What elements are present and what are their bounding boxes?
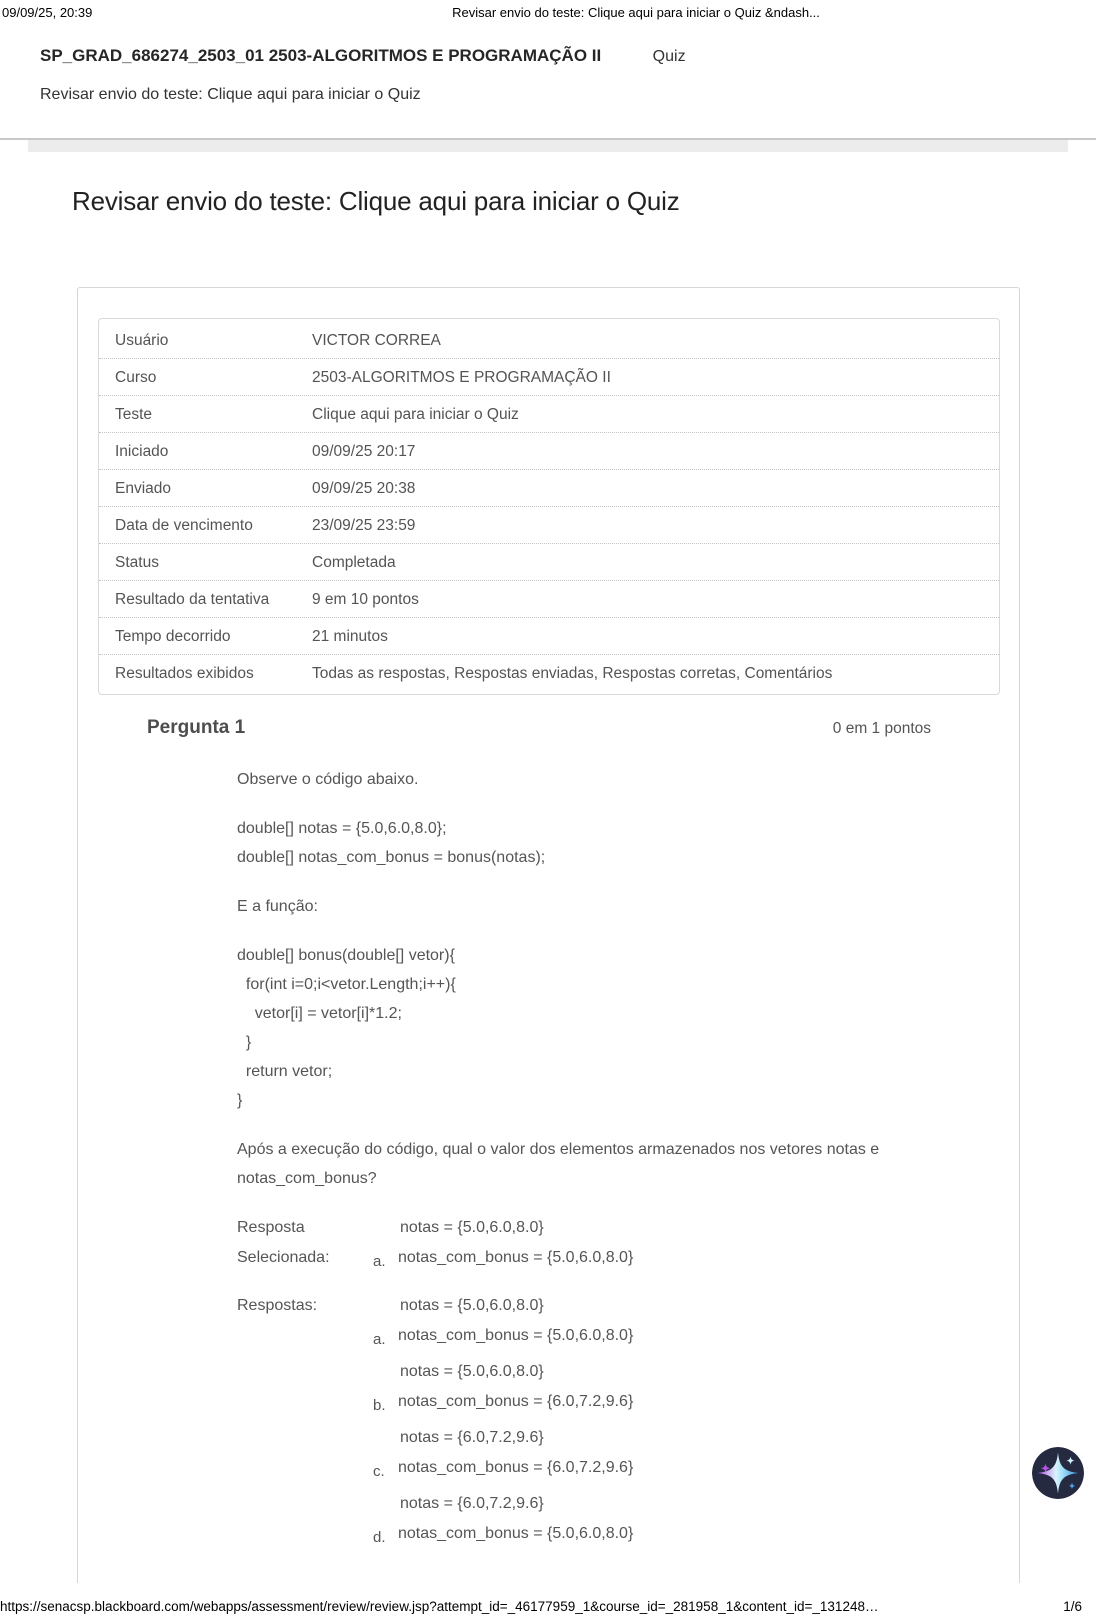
print-header-doc-title: Revisar envio do teste: Clique aqui para iniciar o Quiz &ndash... [452, 5, 820, 20]
code-line: return vetor; [237, 1063, 333, 1080]
selected-answer-label [237, 1213, 342, 1279]
answer-option [342, 1489, 963, 1549]
code-line: double[] bonus(double[] vetor){ [237, 947, 455, 964]
option-text-line1: notas = {5.0,6.0,8.0} [400, 1297, 544, 1314]
attempt-summary-table [98, 318, 1000, 695]
question-body [237, 765, 963, 1555]
option-text-line2: notas_com_bonus = {5.0,6.0,8.0} [398, 1249, 634, 1266]
option-text-line2: notas_com_bonus = {6.0,7.2,9.6} [398, 1459, 634, 1476]
summary-row-value: 2503-ALGORITMOS E PROGRAMAÇÃO II [312, 368, 611, 386]
course-title: SP_GRAD_686274_2503_01 2503-ALGORITMOS E PROGRAMAÇÃO II [40, 46, 602, 65]
summary-row-value: 09/09/25 20:17 [312, 442, 416, 460]
answer-option [342, 1357, 963, 1417]
summary-row-label: Status [115, 553, 159, 571]
summary-row-label: Teste [115, 405, 153, 423]
option-letter: b. [373, 1397, 386, 1414]
summary-row [99, 544, 999, 581]
summary-row [99, 618, 999, 655]
answers-area [237, 1213, 963, 1555]
code-line: } [237, 1092, 243, 1109]
header-divider-band [28, 140, 1068, 152]
summary-row-label: Curso [115, 368, 157, 386]
summary-row-value: 9 em 10 pontos [312, 590, 419, 608]
context-label-quiz: Quiz [652, 48, 686, 65]
question-title: Pergunta 1 [147, 717, 246, 738]
sparkle-icon [1032, 1447, 1084, 1499]
summary-row-value: 23/09/25 23:59 [312, 516, 416, 534]
question-prompt: Após a execução do código, qual o valor dos elementos armazenados nos vetores notas e notas_com_bonus? [237, 1141, 880, 1187]
summary-row-label: Usuário [115, 331, 169, 349]
question-points: 0 em 1 pontos [832, 720, 931, 737]
print-footer-page-indicator: 1/6 [1063, 1599, 1082, 1614]
answer-option [342, 1423, 963, 1483]
option-text-line1: notas = {5.0,6.0,8.0} [400, 1363, 544, 1380]
option-text-line1: notas = {5.0,6.0,8.0} [400, 1219, 544, 1236]
summary-row-value: 21 minutos [312, 627, 388, 645]
summary-row-value: Todas as respostas, Respostas enviadas, Respostas corretas, Comentários [312, 664, 833, 682]
summary-row-value: Clique aqui para iniciar o Quiz [312, 405, 519, 423]
summary-row-label: Data de vencimento [115, 516, 253, 534]
code-line: vetor[i] = vetor[i]*1.2; [237, 1005, 402, 1022]
summary-row-value: 09/09/25 20:38 [312, 479, 416, 497]
option-text-line2: notas_com_bonus = {5.0,6.0,8.0} [398, 1327, 634, 1344]
answer-option [342, 1291, 963, 1351]
summary-row-label: Enviado [115, 479, 172, 497]
summary-row-label: Resultados exibidos [115, 664, 254, 682]
review-card [77, 287, 1020, 1583]
question-middle-text: E a função: [237, 898, 318, 915]
course-header [40, 46, 686, 66]
summary-row [99, 655, 999, 691]
answer-option [342, 1213, 963, 1273]
summary-row-value: Completada [312, 553, 396, 571]
summary-row [99, 507, 999, 544]
selected-answer-label-line1: Resposta [237, 1219, 305, 1236]
answer-options-list [342, 1291, 963, 1555]
question-header [78, 717, 1019, 739]
summary-row [99, 396, 999, 433]
code-line: double[] notas = {5.0,6.0,8.0}; [237, 820, 447, 837]
summary-row [99, 470, 999, 507]
summary-row [99, 433, 999, 470]
option-text-line2: notas_com_bonus = {5.0,6.0,8.0} [398, 1525, 634, 1542]
option-letter: a. [373, 1331, 386, 1348]
summary-row-label: Tempo decorrido [115, 627, 231, 645]
option-letter: d. [373, 1529, 386, 1546]
summary-row [99, 322, 999, 359]
print-footer-url: https://senacsp.blackboard.com/webapps/assessment/review/review.jsp?attempt_id=_46177959_1&course_id=_281958_1&content_id=_131248… [0, 1599, 879, 1614]
summary-row-value: VICTOR CORREA [312, 331, 441, 349]
summary-row-label: Iniciado [115, 442, 169, 460]
selected-answer-label-line2: Selecionada: [237, 1249, 330, 1266]
question-intro: Observe o código abaixo. [237, 771, 419, 788]
code-line: for(int i=0;i<vetor.Length;i++){ [237, 976, 456, 993]
all-answers-label: Respostas: [237, 1297, 318, 1314]
option-letter: a. [373, 1253, 386, 1270]
selected-answer [342, 1213, 963, 1279]
option-text-line2: notas_com_bonus = {6.0,7.2,9.6} [398, 1393, 634, 1410]
page-title: Revisar envio do teste: Clique aqui para iniciar o Quiz [72, 186, 680, 216]
assistant-sparkle-button[interactable] [1032, 1447, 1084, 1499]
option-text-line1: notas = {6.0,7.2,9.6} [400, 1429, 544, 1446]
code-line: } [237, 1034, 252, 1051]
option-text-line1: notas = {6.0,7.2,9.6} [400, 1495, 544, 1512]
summary-row [99, 359, 999, 396]
option-letter: c. [373, 1463, 385, 1480]
code-block-function [237, 941, 963, 1115]
code-line: double[] notas_com_bonus = bonus(notas); [237, 849, 546, 866]
breadcrumb: Revisar envio do teste: Clique aqui para iniciar o Quiz [40, 86, 421, 103]
summary-row-label: Resultado da tentativa [115, 590, 270, 608]
code-block-declarations [237, 814, 963, 872]
summary-row [99, 581, 999, 618]
print-header-datetime: 09/09/25, 20:39 [2, 5, 93, 20]
